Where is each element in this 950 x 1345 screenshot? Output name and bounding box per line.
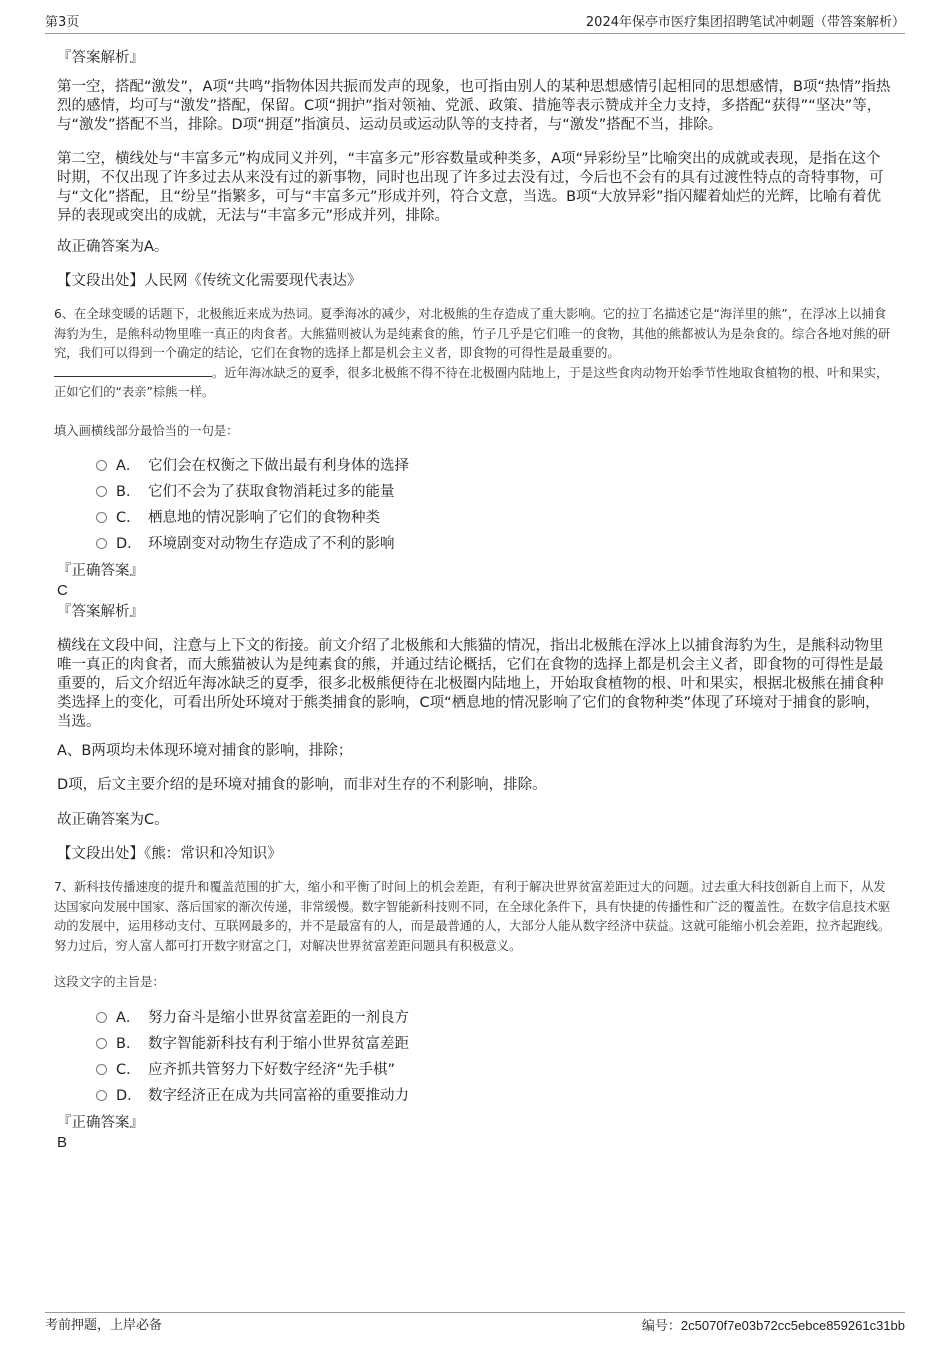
option-a[interactable]: A． 努力奋斗是缩小世界贫富差距的一剂良方 [96,1008,409,1028]
page-footer [45,1312,905,1335]
radio-icon[interactable] [96,1038,107,1049]
page-header [45,13,905,34]
analysis-paragraph: A、B两项均未体现环境对捕食的影响，排除； [57,743,353,759]
analysis-label: 『答案解析』 [57,604,144,620]
document-code: 编号：2c5070f7e03b72cc5ebce859261c31bb [641,1318,905,1334]
radio-icon[interactable] [96,538,107,549]
option-c[interactable]: C． 栖息地的情况影响了它们的食物种类 [96,508,380,528]
radio-icon[interactable] [96,460,107,471]
option-a[interactable]: A． 它们会在权衡之下做出最有利身体的选择 [96,456,409,476]
option-d[interactable]: D． 数字经济正在成为共同富裕的重要推动力 [96,1086,409,1106]
source-text: 人民网《传统文化需要现代表达》 [144,273,362,289]
analysis-paragraph: 第二空，横线处与“丰富多元”构成同义并列，“丰富多元”形容数量或种类多，A项“异彩纷呈”比喻突出的成就或表现，是指在这个时期，不仅出现了许多过去从来没有过的新事物，同时也出现了许多过去没有过，今后也不会有的具有过渡性特点的奇特事物，可与“文化”搭配，且“纷呈”指繁多，可与“丰富多元”形成并列，符合文意，当选。B项“大放异彩”指闪耀着灿烂的光辉，比喻有着优异的表现或突出的成就，无法与“丰富多元”形成并列，排除。 [57,151,884,224]
option-c[interactable]: C． 应齐抓共管努力下好数字经济“先手棋” [96,1060,395,1080]
option-d[interactable]: D． 环境剧变对动物生存造成了不利的影响 [96,534,395,554]
correct-answer-label: 『正确答案』 [57,1115,144,1131]
question-stem: 7、新科技传播速度的提升和覆盖范围的扩大，缩小和平衡了时间上的机会差距，有利于解决世界贫富差距过大的问题。过去重大科技创新自上而下，从发达国家向发展中国家、落后国家的渐次传递，非常缓慢。数字智能新科技则不同，在全球化条件下，具有快捷的传播性和广泛的覆盖性。在数字信息技术驱动的发展中，运用移动支付、互联网最多的，并不是最富有的人，而是最普通的人，大部分人能从数字经济中获益。这就可能缩小机会差距，拉齐起跑线。努力过后，穷人富人都可打开数字财富之门，对解决世界贫富差距问题具有积极意义。 [54,880,891,953]
answer-summary: 故正确答案为C。 [57,812,169,828]
source-label: 【文段出处】 [57,273,144,289]
analysis-paragraph: 横线在文段中间，注意与上下文的衔接。前文介绍了北极熊和大熊猫的情况，指出北极熊在浮冰上以捕食海豹为生，是熊科动物里唯一真正的肉食者，而大熊猫被认为是纯素食的熊，并通过结论概括，它们在食物的选择上都是机会主义者，即食物的可得性是最重要的，后文介绍近年海冰缺乏的夏季，很多北极熊便待在北极圈内陆地上，开始取食植物的根、叶和果实，根据北极熊在捕食种类选择上的变化，可看出所处环境对于熊类捕食的影响，C项“栖息地的情况影响了它们的食物种类”体现了环境对于捕食的影响，当选。 [57,638,884,730]
radio-icon[interactable] [96,1064,107,1075]
question-stem [54,305,896,403]
radio-icon[interactable] [96,1090,107,1101]
fill-blank [54,364,212,377]
radio-icon[interactable] [96,486,107,497]
source-line [57,272,362,291]
source-label: 【文段出处】 [57,846,144,862]
radio-icon[interactable] [96,1012,107,1023]
correct-answer: C [57,582,68,599]
answer-summary: 故正确答案为A。 [57,239,169,255]
question-stem-text: 。近年海冰缺乏的夏季，很多北极熊不得不待在北极圈内陆地上，于是这些食肉动物开始季节性地取食植物的根、叶和果实，正如它们的“表亲”棕熊一样。 [54,365,889,399]
option-b[interactable]: B． 它们不会为了获取食物消耗过多的能量 [96,482,395,502]
document-title: 2024年保亭市医疗集团招聘笔试冲刺题（带答案解析） [585,15,905,30]
source-line [57,845,282,864]
analysis-paragraph: 第一空，搭配“激发”，A项“共鸣”指物体因共振而发声的现象，也可指由别人的某种思想感情引起相同的思想感情，B项“热情”指热烈的感情，均可与“激发”搭配，保留。C项“拥护”指对领袖、党派、政策、措施等表示赞成并全力支持，多搭配“获得”“坚决”等，与“激发”搭配不当，排除。D项“拥趸”指演员、运动员或运动队等的支持者，与“激发”搭配不当，排除。 [57,79,891,133]
correct-answer: B [57,1134,68,1151]
question-prompt: 这段文字的主旨是： [54,975,165,989]
footer-slogan: 考前押题，上岸必备 [45,1318,163,1333]
correct-answer-label: 『正确答案』 [57,563,144,579]
analysis-label: 『答案解析』 [57,50,144,66]
option-b[interactable]: B． 数字智能新科技有利于缩小世界贫富差距 [96,1034,409,1054]
radio-icon[interactable] [96,512,107,523]
page-number: 第3页 [45,15,80,30]
question-stem-text: 6、在全球变暖的话题下，北极熊近来成为热词。夏季海冰的减少，对北极熊的生存造成了重大影响。它的拉丁名描述它是“海洋里的熊”，在浮冰上以捕食海豹为生，是熊科动物里唯一真正的肉食者。大熊猫则被认为是纯素食的熊，竹子几乎是它们唯一的食物，其他的熊都被认为是杂食的。综合各地对熊的研究，我们可以得到一个确定的结论，它们在食物的选择上都是机会主义者，即食物的可得性是最重要的。 [54,307,891,360]
question-prompt: 填入画横线部分最恰当的一句是： [54,424,239,438]
analysis-paragraph: D项，后文主要介绍的是环境对捕食的影响，而非对生存的不利影响，排除。 [57,777,547,793]
source-text: 《熊：常识和冷知识》 [144,846,282,862]
